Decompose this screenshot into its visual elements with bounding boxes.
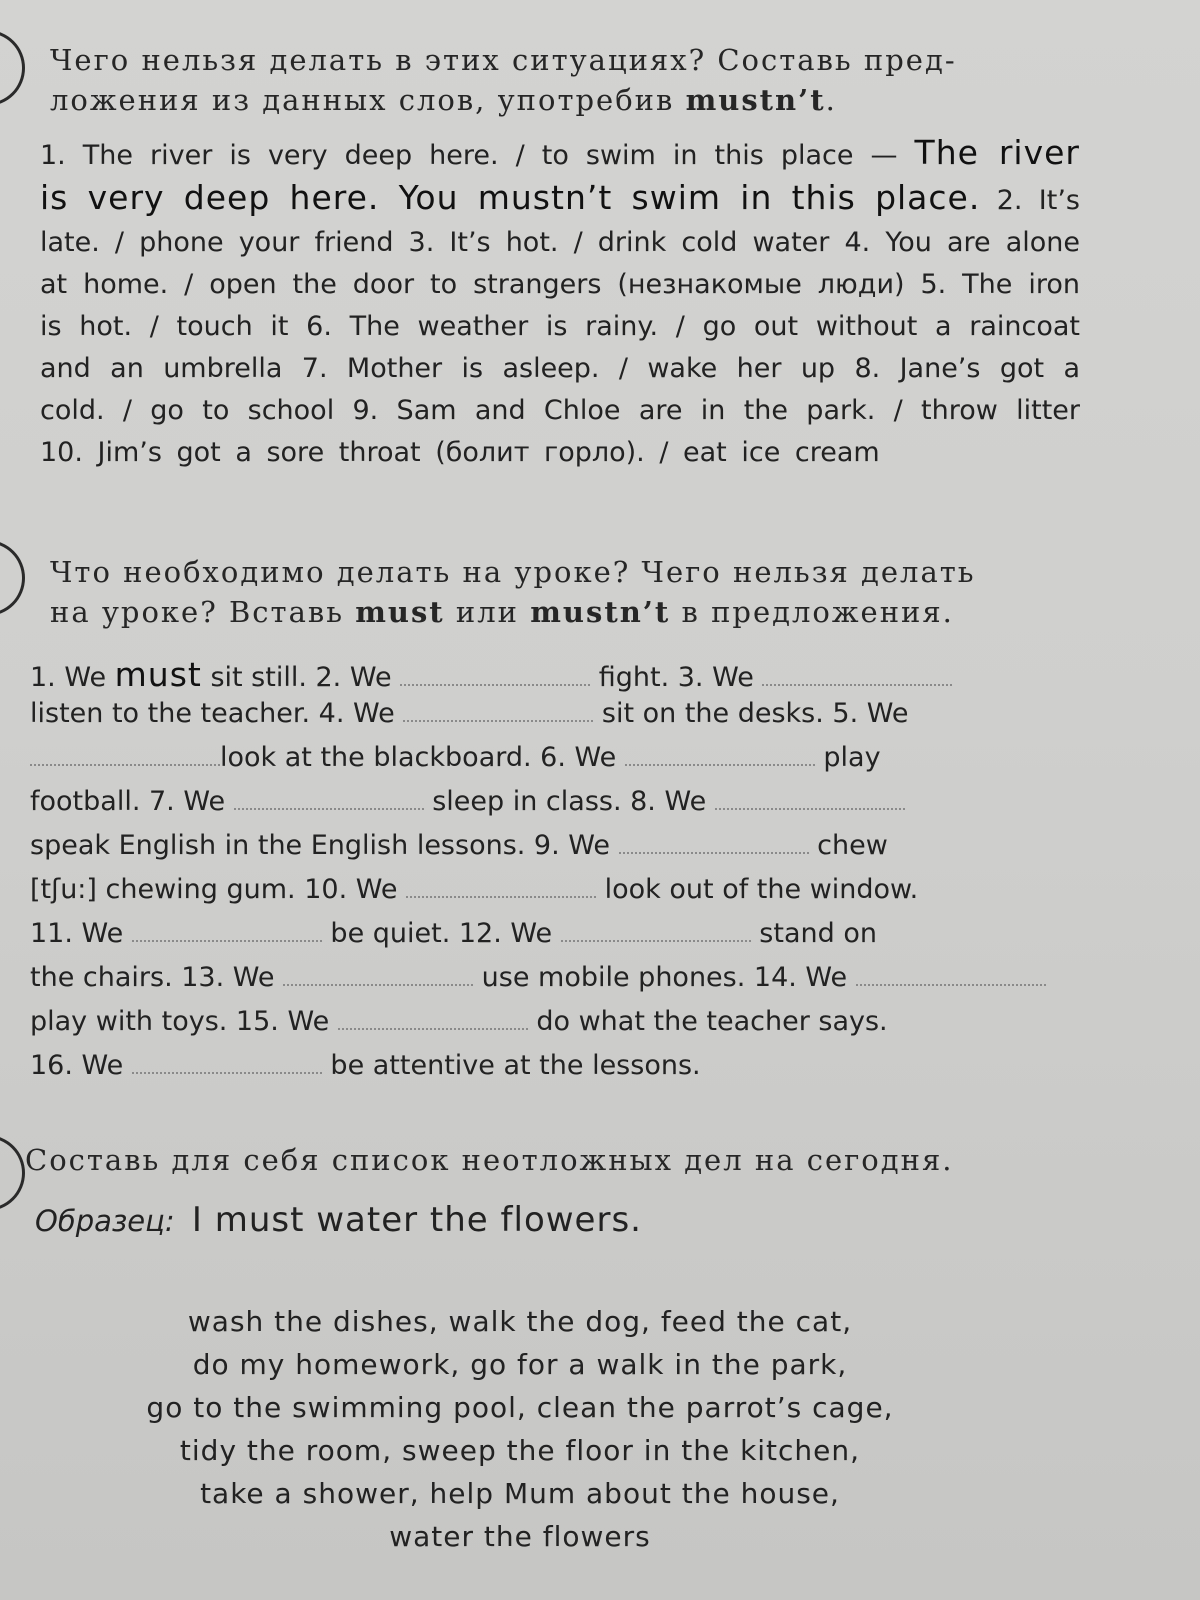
- keyword: must: [355, 595, 445, 629]
- heading-text: .: [825, 83, 837, 117]
- line-text: sleep in class. 8. We: [423, 786, 715, 817]
- exercise-3-heading: Составь для себя список неотложных дел на сегодня.: [25, 1143, 954, 1177]
- answer-blank[interactable]: [400, 662, 590, 686]
- exercise-1-heading-line1: Чего нельзя делать в этих ситуациях? Составь пред-: [50, 43, 957, 77]
- answer-blank[interactable]: [406, 874, 596, 898]
- heading-text: ложения из данных слов, употребив: [50, 83, 686, 117]
- handwritten-answer: must: [114, 655, 202, 694]
- exercise-2-heading-line1: Что необходимо делать на уроке? Чего нельзя делать: [50, 555, 976, 589]
- exercise-1-heading-line2: [50, 80, 1080, 120]
- answer-blank[interactable]: [625, 742, 815, 766]
- line-text: 1. We: [30, 662, 115, 693]
- answer-blank[interactable]: [234, 786, 424, 810]
- line-text: 16. We: [30, 1050, 132, 1081]
- exercise-number-bracket: [0, 30, 25, 106]
- exercise-1-heading: [50, 40, 1080, 120]
- exercise-1-items: 2. It’s late. / phone your friend 3. It’s hot. / drink cold water 4. You are alone at home. / open the door to strangers (незнакомые люди) 5. The iron is hot. / touch it 6. The weather is rainy. / go out without a raincoat and an umbrella 7. Mother is asleep. / wake her up 8. Jane’s got a cold. / go to school 9. Sam and Chloe are in the park. / throw litter 10. Jim’s got a sore throat (болит горло). / eat ice cream: [40, 185, 1080, 468]
- word-list-line: tidy the room, sweep the floor in the kitchen,: [179, 1434, 861, 1467]
- line-text: stand on: [750, 918, 877, 949]
- line-text: 11. We: [30, 918, 132, 949]
- heading-text: на уроке? Вставь: [50, 595, 356, 629]
- answer-blank[interactable]: [30, 742, 220, 766]
- answer-blank[interactable]: [762, 662, 952, 686]
- exercise-2-line-9: [30, 1006, 1100, 1037]
- exercise-2-line-6: [30, 874, 1100, 905]
- answer-blank[interactable]: [715, 786, 905, 810]
- sample-text: I must water the flowers.: [191, 1200, 642, 1240]
- line-text: speak English in the English lessons. 9. We: [30, 830, 619, 861]
- line-text: listen to the teacher. 4. We: [30, 698, 404, 729]
- exercise-number-bracket: [0, 540, 25, 616]
- line-text: play: [814, 742, 881, 773]
- sample-line: [35, 1200, 642, 1240]
- line-text: chew: [808, 830, 888, 861]
- word-list-line: wash the dishes, walk the dog, feed the cat,: [187, 1305, 853, 1338]
- exercise-1-body: [40, 132, 1080, 474]
- word-list-line: do my homework, go for a walk in the park,: [192, 1348, 848, 1381]
- line-text: do what the teacher says.: [527, 1006, 888, 1037]
- exercise-2-heading-line2: [50, 592, 1070, 632]
- answer-blank[interactable]: [132, 1050, 322, 1074]
- keyword: mustn’t: [530, 595, 671, 629]
- answer-blank[interactable]: [338, 1006, 528, 1030]
- heading-text: или: [444, 595, 531, 629]
- line-text: sit on the desks. 5. We: [593, 698, 909, 729]
- line-text: [tʃu:] chewing gum. 10. We: [30, 874, 407, 905]
- exercise-2-line-3: [30, 742, 1100, 773]
- line-text: play with toys. 15. We: [30, 1006, 338, 1037]
- answer-blank[interactable]: [403, 698, 593, 722]
- exercise-number-bracket: [0, 1135, 25, 1211]
- sample-label: Образец:: [35, 1204, 175, 1238]
- answer-blank[interactable]: [132, 918, 322, 942]
- line-text: be attentive at the lessons.: [321, 1050, 701, 1081]
- line-text: football. 7. We: [30, 786, 234, 817]
- word-list-line: take a shower, help Mum about the house,: [200, 1477, 840, 1510]
- exercise-2-line-5: [30, 830, 1100, 861]
- exercise-2-line-4: [30, 786, 1100, 817]
- line-text: look at the blackboard. 6. We: [220, 742, 625, 773]
- line-text: the chairs. 13. We: [30, 962, 284, 993]
- line-text: use mobile phones. 14. We: [473, 962, 856, 993]
- line-text: sit still. 2. We: [201, 662, 401, 693]
- answer-blank[interactable]: [619, 830, 809, 854]
- keyword: mustn’t: [685, 83, 826, 117]
- line-text: look out of the window.: [596, 874, 919, 905]
- item-1-prompt: 1. The river is very deep here. / to swim in this place —: [40, 140, 898, 171]
- word-list: [80, 1300, 960, 1558]
- line-text: fight. 3. We: [590, 662, 763, 693]
- answer-blank[interactable]: [283, 962, 473, 986]
- exercise-2-line-1: [30, 655, 1100, 694]
- line-text: be quiet. 12. We: [321, 918, 561, 949]
- answer-blank[interactable]: [561, 918, 751, 942]
- word-list-line: water the flowers: [389, 1520, 651, 1553]
- exercise-2-line-8: [30, 962, 1100, 993]
- exercise-2-line-2: [30, 698, 1100, 729]
- handwritten-answer: The river is very deep here. You mustn’t swim in this place.: [40, 133, 1080, 217]
- answer-blank[interactable]: [856, 962, 1046, 986]
- word-list-line: go to the swimming pool, clean the parrot’s cage,: [146, 1391, 894, 1424]
- exercise-2-line-7: [30, 918, 1100, 949]
- heading-text: в предложения.: [670, 595, 954, 629]
- exercise-2-heading: [50, 552, 1070, 632]
- exercise-2-line-10: [30, 1050, 1100, 1081]
